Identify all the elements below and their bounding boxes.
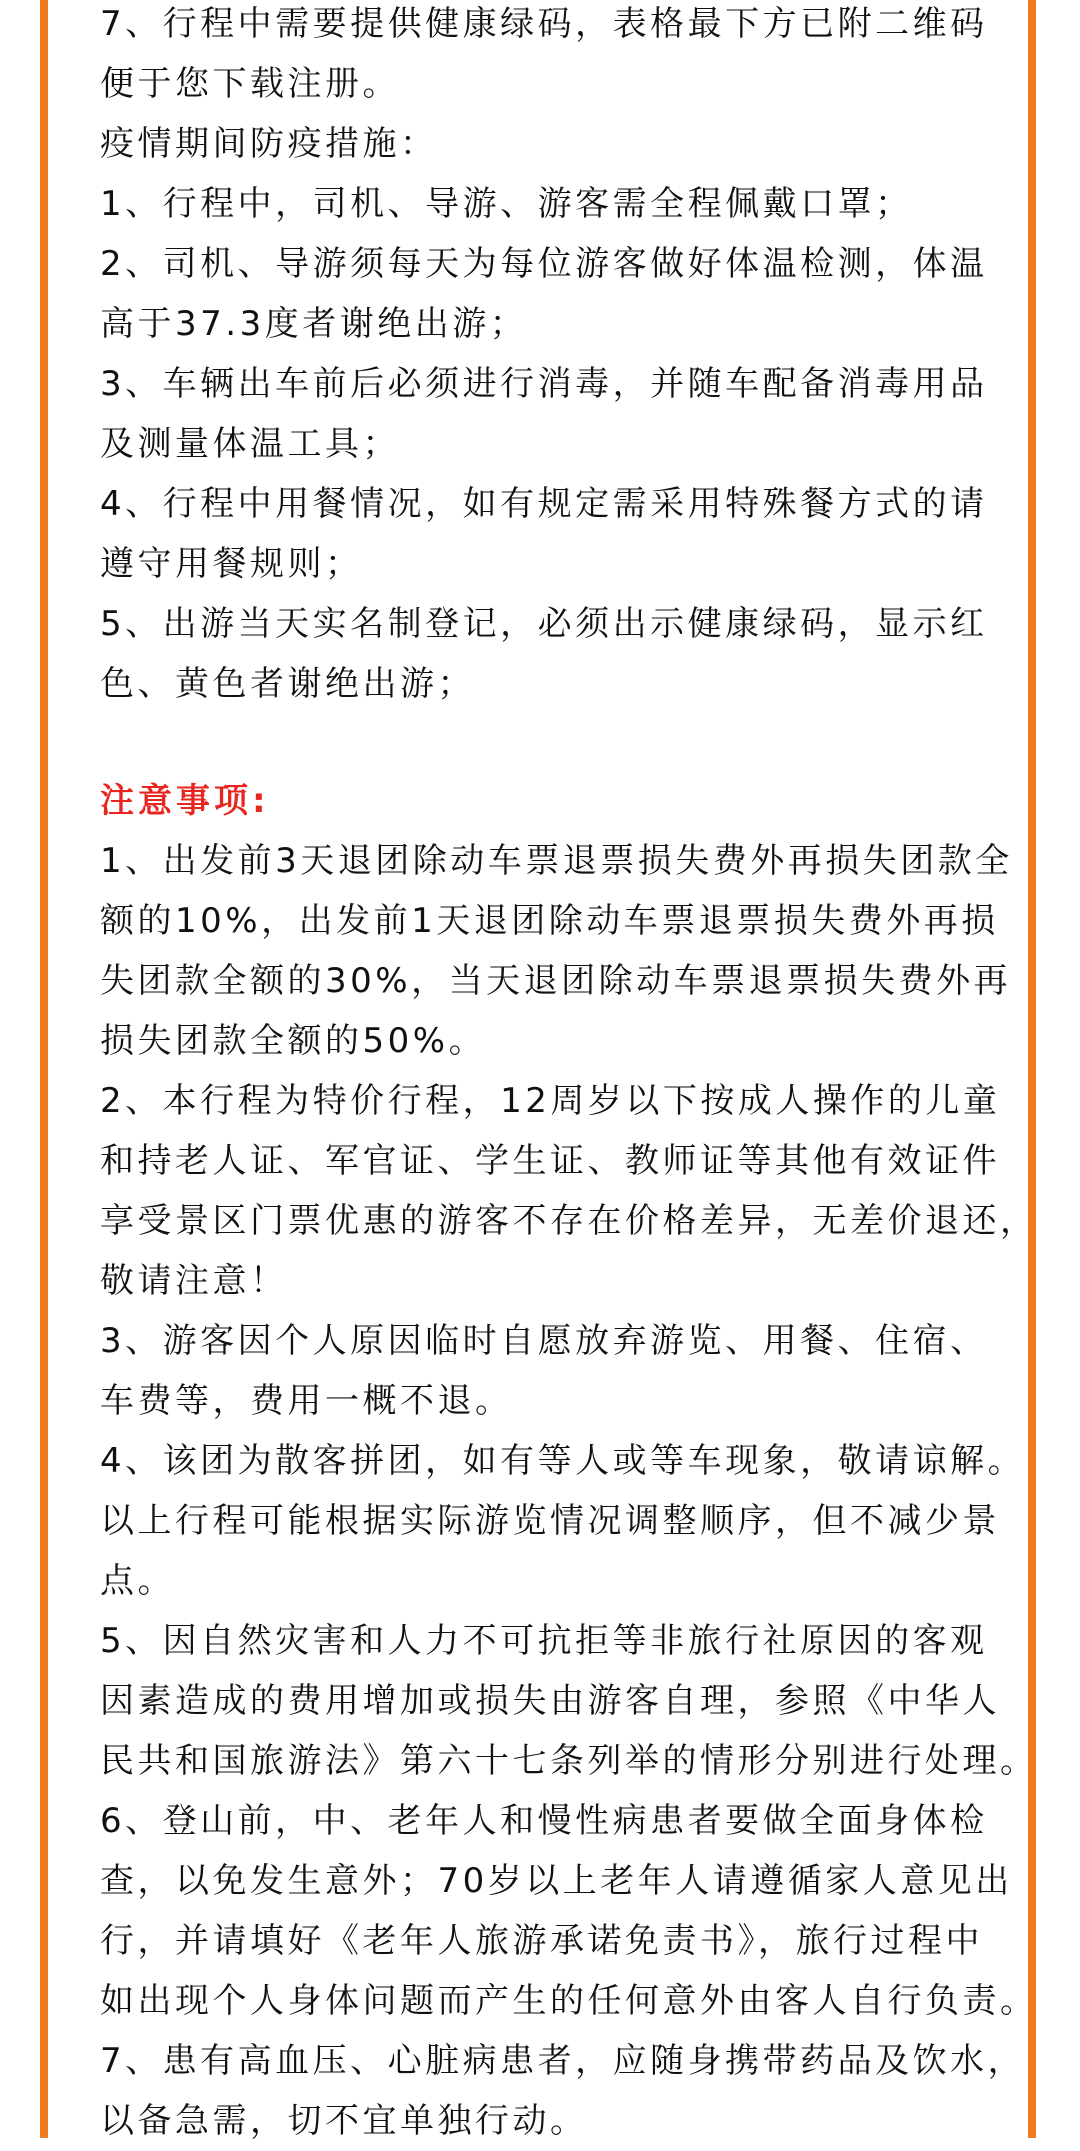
notice-line: 民共和国旅游法》第六十七条列举的情形分别进行处理。: [100, 1741, 1038, 1781]
notice-line: 4、该团为散客拼团，如有等人或等车现象，敬请谅解。: [100, 1441, 1026, 1481]
notice-line: 行，并请填好《老年人旅游承诺免责书》，旅行过程中: [100, 1921, 983, 1961]
notice-line: 2、本行程为特价行程，12周岁以下按成人操作的儿童: [100, 1081, 1001, 1121]
notice-line: 7、患有高血压、心脏病患者，应随身携带药品及饮水，: [100, 2041, 1026, 2081]
notice-section: [100, 771, 1038, 2151]
notice-line: 以上行程可能根据实际游览情况调整顺序，但不减少景: [100, 1501, 1000, 1541]
notice-heading: 注意事项:: [100, 781, 270, 821]
notice-line: 额的10%，出发前1天退团除动车票退票损失费外再损: [100, 901, 999, 941]
notice-line: 5、因自然灾害和人力不可抗拒等非旅行社原因的客观: [100, 1621, 988, 1661]
epidemic-line: 1、行程中，司机、导游、游客需全程佩戴口罩；: [100, 184, 913, 224]
epidemic-line: 3、车辆出车前后必须进行消毒，并随车配备消毒用品: [100, 364, 988, 404]
notice-line: 1、出发前3天退团除动车票退票损失费外再损失团款全: [100, 841, 1013, 881]
notice-line: 因素造成的费用增加或损失由游客自理，参照《中华人: [100, 1681, 1000, 1721]
epidemic-line: 4、行程中用餐情况，如有规定需采用特殊餐方式的请: [100, 484, 988, 524]
notice-line: 点。: [100, 1561, 175, 1601]
notice-line: 如出现个人身体问题而产生的任何意外由客人自行负责。: [100, 1981, 1038, 2021]
document-content: [100, 0, 1038, 2151]
epidemic-line: 7、行程中需要提供健康绿码，表格最下方已附二维码: [100, 4, 988, 44]
epidemic-section: [100, 0, 1020, 714]
epidemic-line: 高于37.3度者谢绝出游；: [100, 304, 528, 344]
notice-line: 失团款全额的30%，当天退团除动车票退票损失费外再: [100, 961, 1012, 1001]
epidemic-line: 疫情期间防疫措施：: [100, 124, 438, 164]
section-gap: [100, 714, 1020, 771]
epidemic-line: 遵守用餐规则；: [100, 544, 363, 584]
epidemic-line: 便于您下载注册。: [100, 64, 400, 104]
notice-line: 享受景区门票优惠的游客不存在价格差异，无差价退还，: [100, 1201, 1038, 1241]
epidemic-line: 及测量体温工具；: [100, 424, 400, 464]
notice-line: 以备急需，切不宜单独行动。: [100, 2101, 588, 2141]
notice-line: 损失团款全额的50%。: [100, 1021, 487, 1061]
notice-line: 查，以免发生意外；70岁以上老年人请遵循家人意见出: [100, 1861, 1013, 1901]
notice-line: 6、登山前，中、老年人和慢性病患者要做全面身体检: [100, 1801, 988, 1841]
epidemic-line: 2、司机、导游须每天为每位游客做好体温检测，体温: [100, 244, 988, 284]
epidemic-line: 色、黄色者谢绝出游；: [100, 664, 475, 704]
notice-line: 车费等，费用一概不退。: [100, 1381, 513, 1421]
notice-line: 敬请注意！: [100, 1261, 288, 1301]
epidemic-line: 5、出游当天实名制登记，必须出示健康绿码，显示红: [100, 604, 988, 644]
notice-line: 和持老人证、军官证、学生证、教师证等其他有效证件: [100, 1141, 1000, 1181]
notice-line: 3、游客因个人原因临时自愿放弃游览、用餐、住宿、: [100, 1321, 988, 1361]
